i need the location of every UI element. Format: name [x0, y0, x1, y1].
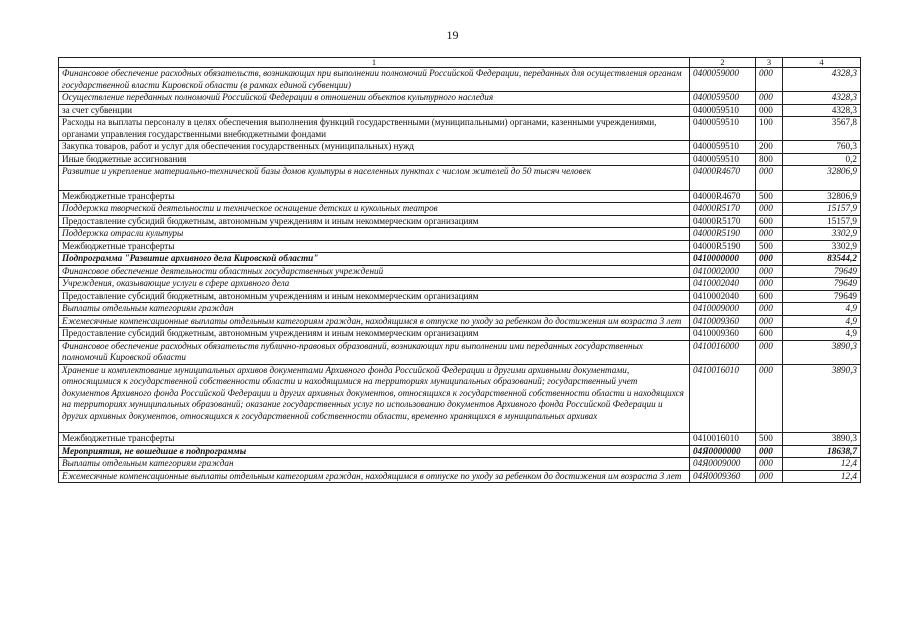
table-row: [59, 215, 861, 228]
row-code-cell: 04000R5190: [690, 228, 756, 241]
table-row: [59, 153, 861, 166]
row-code-cell: 04Я0000000: [690, 445, 756, 458]
row-code-cell: 04000R5190: [690, 240, 756, 253]
row-amount-cell: 4,9: [783, 303, 861, 316]
row-amount-cell: 4328,3: [783, 68, 861, 92]
row-name-cell: Закупка товаров, работ и услуг для обеспечения государственных (муниципальных) нужд: [59, 141, 690, 154]
row-code-cell: 04000R4670: [690, 166, 756, 191]
header-col-3: 3: [756, 58, 783, 68]
table-row: [59, 104, 861, 117]
row-amount-cell: 3890,3: [783, 364, 861, 433]
row-amount-cell: 3302,9: [783, 240, 861, 253]
table-row: [59, 265, 861, 278]
row-expense-type-cell: 800: [756, 153, 783, 166]
row-expense-type-cell: 000: [756, 458, 783, 471]
row-expense-type-cell: 000: [756, 445, 783, 458]
table-row: [59, 364, 861, 433]
row-amount-cell: 3567,8: [783, 117, 861, 141]
row-code-cell: 0400059500: [690, 92, 756, 105]
header-col-4: 4: [783, 58, 861, 68]
row-name-cell: Подпрограмма "Развитие архивного дела Кировской области": [59, 253, 690, 266]
row-expense-type-cell: 600: [756, 290, 783, 303]
row-amount-cell: 3302,9: [783, 228, 861, 241]
row-amount-cell: 4328,3: [783, 104, 861, 117]
row-amount-cell: 760,3: [783, 141, 861, 154]
page-number: 19: [446, 28, 459, 42]
table-row: [59, 203, 861, 216]
row-amount-cell: 4,9: [783, 315, 861, 328]
row-expense-type-cell: 100: [756, 117, 783, 141]
row-name-cell: Предоставление субсидий бюджетным, автономным учреждениям и иным некоммерческим организациям: [59, 328, 690, 341]
row-code-cell: 04Я0009000: [690, 458, 756, 471]
row-name-cell: Предоставление субсидий бюджетным, автономным учреждениям и иным некоммерческим организациям: [59, 290, 690, 303]
row-amount-cell: 32806,9: [783, 166, 861, 191]
row-name-cell: Поддержка творческой деятельности и техническое оснащение детских и кукольных театров: [59, 203, 690, 216]
row-expense-type-cell: 000: [756, 203, 783, 216]
row-code-cell: 0410009360: [690, 315, 756, 328]
table-header-row: [59, 58, 861, 68]
table-row: [59, 228, 861, 241]
row-expense-type-cell: 000: [756, 104, 783, 117]
table-row: [59, 445, 861, 458]
table-row: [59, 141, 861, 154]
row-expense-type-cell: 000: [756, 265, 783, 278]
row-expense-type-cell: 600: [756, 215, 783, 228]
row-code-cell: 0410016000: [690, 340, 756, 364]
row-name-cell: Выплаты отдельным категориям граждан: [59, 303, 690, 316]
row-amount-cell: 0,2: [783, 153, 861, 166]
row-expense-type-cell: 000: [756, 278, 783, 291]
table-row: [59, 190, 861, 203]
row-code-cell: 04000R4670: [690, 190, 756, 203]
row-code-cell: 0410016010: [690, 364, 756, 433]
row-amount-cell: 15157,9: [783, 203, 861, 216]
table-row: [59, 470, 861, 483]
row-amount-cell: 15157,9: [783, 215, 861, 228]
row-amount-cell: 12,4: [783, 470, 861, 483]
table-row: [59, 340, 861, 364]
row-code-cell: 0410009000: [690, 303, 756, 316]
row-name-cell: Межбюджетные трансферты: [59, 240, 690, 253]
row-expense-type-cell: 500: [756, 433, 783, 446]
row-expense-type-cell: 000: [756, 340, 783, 364]
table-row: [59, 68, 861, 92]
row-code-cell: 0410016010: [690, 433, 756, 446]
row-code-cell: 0410000000: [690, 253, 756, 266]
row-code-cell: 0400059510: [690, 104, 756, 117]
row-expense-type-cell: 500: [756, 190, 783, 203]
row-expense-type-cell: 600: [756, 328, 783, 341]
row-name-cell: Финансовое обеспечение расходных обязательств, возникающих при выполнении полномочий Российской Федерации, переданных для осуществления органам государственной власти Кировской области (в рамках единой субвенции): [59, 68, 690, 92]
table-row: [59, 253, 861, 266]
table-row: [59, 303, 861, 316]
row-name-cell: Мероприятия, не вошедшие в подпрограммы: [59, 445, 690, 458]
row-code-cell: 04Я0009360: [690, 470, 756, 483]
row-name-cell: Развитие и укрепление материально-технической базы домов культуры в населенных пунктах с числом жителей до 50 тысяч человек: [59, 166, 690, 191]
header-col-2: 2: [690, 58, 756, 68]
row-name-cell: Учреждения, оказывающие услуги в сфере архивного дела: [59, 278, 690, 291]
row-name-cell: Поддержка отрасли культуры: [59, 228, 690, 241]
row-code-cell: 04000R5170: [690, 215, 756, 228]
row-code-cell: 0400059510: [690, 153, 756, 166]
row-amount-cell: 32806,9: [783, 190, 861, 203]
row-code-cell: 0400059510: [690, 117, 756, 141]
row-code-cell: 0410009360: [690, 328, 756, 341]
row-code-cell: 0400059000: [690, 68, 756, 92]
row-name-cell: Ежемесячные компенсационные выплаты отдельным категориям граждан, находящимся в отпуске по уходу за ребенком до достижения им возраста 3 лет: [59, 315, 690, 328]
row-code-cell: 0410002040: [690, 278, 756, 291]
row-amount-cell: 83544,2: [783, 253, 861, 266]
table-row: [59, 433, 861, 446]
row-amount-cell: 4328,3: [783, 92, 861, 105]
row-name-cell: Финансовое обеспечение деятельности областных государственных учреждений: [59, 265, 690, 278]
row-amount-cell: 3890,3: [783, 340, 861, 364]
table-body: [59, 58, 861, 483]
row-expense-type-cell: 000: [756, 315, 783, 328]
row-expense-type-cell: 000: [756, 166, 783, 191]
row-expense-type-cell: 000: [756, 470, 783, 483]
row-name-cell: Хранение и комплектование муниципальных архивов документами Архивного фонда Российской Федерации и другими архивными документами, относящимися к государственной собственности области и находящимися на территориях муниципальных образований; государственный учет документов Архивного фонда Российской Федерации и других архивных документов, относящихся к государственной собственности области и находящихся на территориях муниципальных образований; оказание государственных услуг по использованию документов Архивного фонда Российской Федерации и других архивных документов, относящихся к государственной собственности области, временно хранящихся в муниципальных архивах: [59, 364, 690, 433]
row-name-cell: Межбюджетные трансферты: [59, 190, 690, 203]
table-row: [59, 328, 861, 341]
row-code-cell: 0410002040: [690, 290, 756, 303]
table-row: [59, 92, 861, 105]
row-amount-cell: 12,4: [783, 458, 861, 471]
row-expense-type-cell: 000: [756, 303, 783, 316]
row-expense-type-cell: 500: [756, 240, 783, 253]
table-row: [59, 458, 861, 471]
row-expense-type-cell: 000: [756, 68, 783, 92]
row-amount-cell: 79649: [783, 278, 861, 291]
table-row: [59, 315, 861, 328]
row-name-cell: Финансовое обеспечение расходных обязательств публично-правовых образований, возникающих при выполнении ими переданных государственных полномочий Кировской области: [59, 340, 690, 364]
row-expense-type-cell: 000: [756, 364, 783, 433]
row-name-cell: Выплаты отдельным категориям граждан: [59, 458, 690, 471]
row-name-cell: Осуществление переданных полномочий Российской Федерации в отношении объектов культурного наследия: [59, 92, 690, 105]
row-name-cell: Иные бюджетные ассигнования: [59, 153, 690, 166]
row-code-cell: 0400059510: [690, 141, 756, 154]
table-row: [59, 117, 861, 141]
header-col-1: 1: [59, 58, 690, 68]
row-expense-type-cell: 200: [756, 141, 783, 154]
table-row: [59, 290, 861, 303]
row-amount-cell: 79649: [783, 265, 861, 278]
row-name-cell: за счет субвенции: [59, 104, 690, 117]
row-amount-cell: 18638,7: [783, 445, 861, 458]
row-name-cell: Предоставление субсидий бюджетным, автономным учреждениям и иным некоммерческим организациям: [59, 215, 690, 228]
row-expense-type-cell: 000: [756, 253, 783, 266]
table-row: [59, 278, 861, 291]
table-row: [59, 166, 861, 191]
table-row: [59, 240, 861, 253]
row-amount-cell: 79649: [783, 290, 861, 303]
row-amount-cell: 3890,3: [783, 433, 861, 446]
row-name-cell: Расходы на выплаты персоналу в целях обеспечения выполнения функций государственными (муниципальными) органами, казенными учреждениями, органами управления государственными внебюджетными фондами: [59, 117, 690, 141]
row-code-cell: 0410002000: [690, 265, 756, 278]
row-code-cell: 04000R5170: [690, 203, 756, 216]
row-name-cell: Межбюджетные трансферты: [59, 433, 690, 446]
row-expense-type-cell: 000: [756, 228, 783, 241]
budget-table: [58, 57, 861, 483]
row-amount-cell: 4,9: [783, 328, 861, 341]
row-name-cell: Ежемесячные компенсационные выплаты отдельным категориям граждан, находящимся в отпуске по уходу за ребенком до достижения им возраста 3 лет: [59, 470, 690, 483]
row-expense-type-cell: 000: [756, 92, 783, 105]
